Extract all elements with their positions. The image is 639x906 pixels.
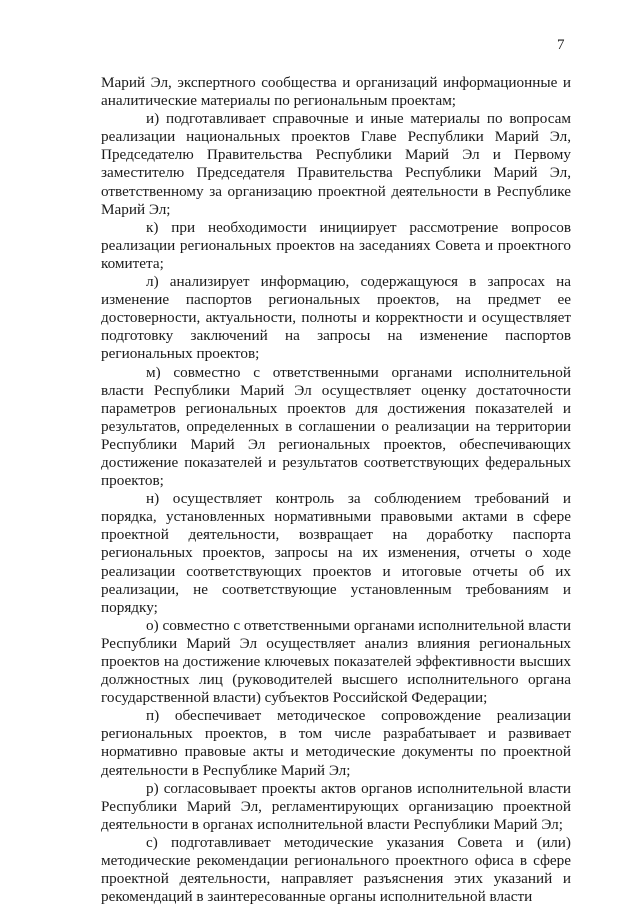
paragraph-item-n: н) осуществляет контроль за соблюдением требований и порядка, установленных нормативными правовыми актами в сфере проектной деятельности, возвращает на доработку паспорта региональных проектов, запросы на их изменения, отчеты о ходе реализации соответствующих проектов и итоговые отчеты об их реализации, не соответствующие установленным требованиям и порядку; — [101, 490, 571, 616]
paragraph-item-o: о) совместно с ответственными органами исполнительной власти Республики Марий Эл осуществляет анализ влияния региональных проектов на достижение ключевых показателей эффективности высших должностных лиц (руководителей высшего исполнительного органа государственной власти) субъектов Российской Федерации; — [101, 616, 571, 707]
paragraph-item-l: л) анализирует информацию, содержащуюся в запросах на изменение паспортов региональных проектов, на предмет ее достоверности, актуальности, полноты и корректности и осуществляет подготовку заключений на запросы на изменение паспортов региональных проектов; — [101, 273, 571, 363]
document-body — [101, 74, 571, 906]
paragraph-continuation: Марий Эл, экспертного сообщества и организаций информационные и аналитические материалы по региональным проектам; — [101, 74, 571, 110]
paragraph-item-k: к) при необходимости инициирует рассмотрение вопросов реализации региональных проектов на заседаниях Совета и проектного комитета; — [101, 218, 571, 272]
paragraph-item-i: и) подготавливает справочные и иные материалы по вопросам реализации национальных проектов Главе Республики Марий Эл, Председателю Правительства Республики Марий Эл и Первому заместителю Председателя Правительства Республики Марий Эл, ответственному за организацию проектной деятельности в Республике Марий Эл; — [101, 110, 571, 218]
paragraph-item-m: м) совместно с ответственными органами исполнительной власти Республики Марий Эл осуществляет оценку достаточности параметров региональных проектов для достижения показателей и результатов, определенных в соглашении о реализации на территории Республики Марий Эл региональных проектов, обеспечивающих достижение показателей и результатов соответствующих федеральных проектов; — [101, 363, 571, 490]
page-number: 7 — [557, 37, 565, 53]
paragraph-item-s: с) подготавливает методические указания Совета и (или) методические рекомендации регионального проектного офиса в сфере проектной деятельности, направляет разъяснения этих указаний и рекомендаций в заинтересованные органы исполнительной власти — [101, 833, 571, 906]
paragraph-item-r: р) согласовывает проекты актов органов исполнительной власти Республики Марий Эл, регламентирующих организацию проектной деятельности в органах исполнительной власти Республики Марий Эл; — [101, 779, 571, 833]
paragraph-item-p: п) обеспечивает методическое сопровождение реализации региональных проектов, в том числе разрабатывает и развивает нормативно правовые акты и методические документы по проектной деятельности в Республике Марий Эл; — [101, 707, 571, 779]
